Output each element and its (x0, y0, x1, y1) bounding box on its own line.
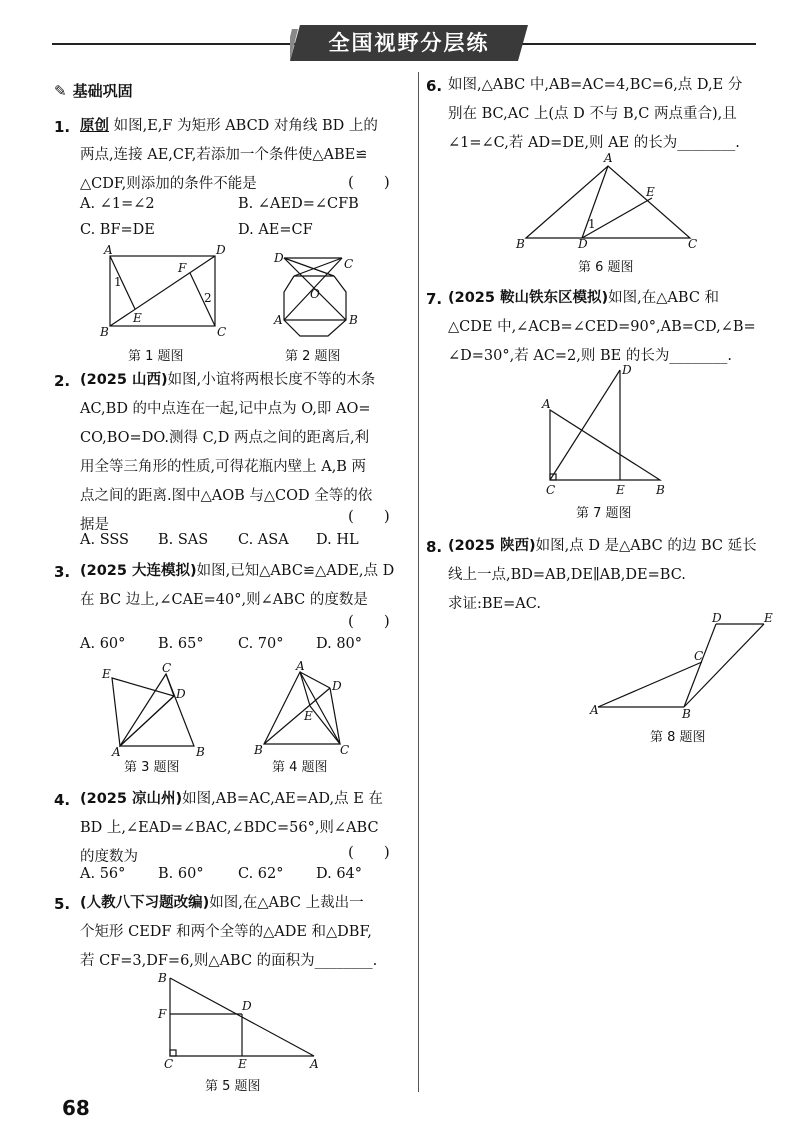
q4-number: 4. (54, 791, 71, 809)
q1-option-a: A. ∠1=∠2 (80, 196, 155, 212)
f3-label-d: D (176, 687, 186, 701)
f3-label-e: E (102, 667, 111, 681)
q6-figure-caption: 第 6 题图 (578, 260, 634, 275)
q7-text (448, 284, 756, 371)
f7-label-e: E (616, 483, 625, 497)
q1-option-c: C. BF=DE (80, 222, 155, 238)
q2-line-6: 据是 (80, 517, 109, 533)
section-title-text: 基础巩固 (72, 82, 133, 100)
f7-label-d: D (622, 363, 632, 377)
q8-line-3: 求证:BE=AC. (448, 596, 541, 612)
header-title: 全国视野分层练 (328, 31, 490, 55)
figure-2 (272, 248, 372, 344)
f1-label-a: A (104, 243, 113, 257)
f4-label-b: B (254, 743, 263, 757)
f2-label-a: A (274, 313, 283, 327)
f5-label-f: F (158, 1007, 167, 1021)
q4-answer-bracket: ( ) (348, 843, 390, 861)
q6-number: 6. (426, 77, 443, 95)
figure-6 (512, 152, 702, 252)
q7-figure-caption: 第 7 题图 (576, 506, 632, 521)
figure-7 (538, 362, 678, 498)
q3-line-1: 如图,已知△ABC≌△ADE,点 D (196, 563, 395, 579)
f5-label-c: C (164, 1057, 174, 1071)
q2-option-a: A. SSS (80, 532, 129, 548)
q5-text (80, 889, 377, 976)
f8-label-e: E (764, 611, 773, 625)
f8-label-b: B (682, 707, 691, 721)
q6-text (448, 71, 742, 158)
q4-option-d: D. 64° (316, 866, 363, 882)
f2-label-c: C (344, 257, 354, 271)
q1-line-2: 两点,连接 AE,CF,若添加一个条件使△ABE≌ (80, 147, 368, 163)
figure-1 (98, 244, 228, 344)
q7-line-2: △CDE 中,∠ACB=∠CED=90°,AB=CD,∠B= (448, 319, 756, 335)
figure-4 (252, 659, 362, 757)
q5-line-3: 若 CF=3,DF=6,则△ABC 的面积为________. (80, 953, 378, 969)
q2-answer-bracket: ( ) (348, 507, 390, 525)
q8-figure-caption: 第 8 题图 (650, 730, 706, 745)
figure-3 (100, 662, 210, 757)
q2-line-2: AC,BD 的中点连在一起,记中点为 O,即 AO= (80, 401, 371, 417)
f6-label-a: A (604, 151, 613, 165)
f4-label-e: E (304, 709, 313, 723)
q1-answer-bracket: ( ) (348, 173, 390, 191)
q7-source: (2025 鞍山铁东区模拟) (448, 290, 609, 306)
f1-label-f: F (178, 261, 187, 275)
q1-line-3: △CDF,则添加的条件不能是 (80, 176, 257, 192)
q1-number: 1. (54, 118, 71, 136)
q2-line-5: 点之间的距离.图中△AOB 与△COD 全等的依 (80, 488, 373, 504)
q7-line-1: 如图,在△ABC 和 (608, 290, 720, 306)
f3-label-b: B (196, 745, 205, 759)
q4-figure-caption: 第 4 题图 (272, 760, 328, 775)
q4-line-2: BD 上,∠EAD=∠BAC,∠BDC=56°,则∠ABC (80, 820, 379, 836)
f6-label-c: C (688, 237, 698, 251)
q3-source: (2025 大连模拟) (80, 563, 197, 579)
f1-label-1: 1 (114, 275, 122, 289)
q3-option-a: A. 60° (80, 636, 126, 652)
q2-line-3: CO,BO=DO.测得 C,D 两点之间的距离后,利 (80, 430, 370, 446)
f4-label-d: D (332, 679, 342, 693)
q3-figure-caption: 第 3 题图 (124, 760, 180, 775)
pencil-icon: ✎ (54, 81, 67, 100)
q3-option-b: B. 65° (158, 636, 204, 652)
f4-label-a: A (296, 659, 305, 673)
f2-label-b: B (349, 313, 358, 327)
q4-line-3: 的度数为 (80, 849, 138, 865)
q2-source: (2025 山西) (80, 372, 168, 388)
q1-badge: 原创 (80, 118, 109, 134)
q5-source: (人教八下习题改编) (80, 895, 210, 911)
q2-number: 2. (54, 372, 71, 390)
q5-figure-caption: 第 5 题图 (205, 1079, 261, 1094)
q5-number: 5. (54, 895, 71, 913)
f7-label-b: B (656, 483, 665, 497)
f8-label-d: D (712, 611, 722, 625)
f1-label-c: C (217, 325, 227, 339)
q3-answer-bracket: ( ) (348, 612, 390, 630)
f6-label-1: 1 (588, 217, 596, 231)
q3-option-c: C. 70° (238, 636, 284, 652)
section-title (54, 80, 133, 101)
q2-line-1: 如图,小谊将两根长度不等的木条 (167, 372, 376, 388)
q2-figure-caption: 第 2 题图 (285, 349, 341, 364)
page-number: 68 (62, 1096, 90, 1120)
f5-label-d: D (242, 999, 252, 1013)
f1-label-e: E (133, 311, 142, 325)
q8-line-2: 线上一点,BD=AB,DE∥AB,DE=BC. (448, 567, 686, 583)
f8-label-c: C (694, 649, 704, 663)
q7-number: 7. (426, 290, 443, 308)
q8-text (448, 532, 757, 619)
q1-text (80, 112, 378, 199)
q3-line-2: 在 BC 边上,∠CAE=40°,则∠ABC 的度数是 (80, 592, 368, 608)
f1-label-b: B (100, 325, 109, 339)
q1-line-1: 如图,E,F 为矩形 ABCD 对角线 BD 上的 (113, 118, 378, 134)
q8-line-1: 如图,点 D 是△ABC 的边 BC 延长 (535, 538, 757, 554)
q3-option-d: D. 80° (316, 636, 363, 652)
f2-label-o: O (310, 287, 320, 301)
q5-line-1: 如图,在△ABC 上裁出一 (209, 895, 364, 911)
q1-option-b: B. ∠AED=∠CFB (238, 196, 359, 212)
q8-source: (2025 陕西) (448, 538, 536, 554)
q4-source: (2025 凉山州) (80, 791, 183, 807)
f6-label-e: E (646, 185, 655, 199)
q7-line-3: ∠D=30°,若 AC=2,则 BE 的长为________. (448, 348, 732, 364)
f5-label-a: A (310, 1057, 319, 1071)
f1-label-d: D (216, 243, 226, 257)
figure-5 (154, 968, 329, 1073)
f3-label-c: C (162, 661, 172, 675)
f5-label-b: B (158, 971, 167, 985)
f6-label-b: B (516, 237, 525, 251)
q3-number: 3. (54, 563, 71, 581)
q1-option-d: D. AE=CF (238, 222, 313, 238)
q6-line-3: ∠1=∠C,若 AD=DE,则 AE 的长为________. (448, 135, 740, 151)
f7-label-c: C (546, 483, 556, 497)
column-divider (418, 72, 419, 1092)
q2-option-c: C. ASA (238, 532, 289, 548)
q4-option-b: B. 60° (158, 866, 204, 882)
q2-option-d: D. HL (316, 532, 359, 548)
q4-text (80, 785, 383, 872)
f6-label-d: D (578, 237, 588, 251)
q4-line-1: 如图,AB=AC,AE=AD,点 E 在 (182, 791, 383, 807)
q5-line-2: 个矩形 CEDF 和两个全等的△ADE 和△DBF, (80, 924, 372, 940)
q1-figure-caption: 第 1 题图 (128, 349, 184, 364)
q2-option-b: B. SAS (158, 532, 209, 548)
q8-number: 8. (426, 538, 443, 556)
q6-line-2: 别在 BC,AC 上(点 D 不与 B,C 两点重合),且 (448, 106, 737, 122)
f2-label-d: D (274, 251, 284, 265)
f7-label-a: A (542, 397, 551, 411)
f3-label-a: A (112, 745, 121, 759)
q4-option-c: C. 62° (238, 866, 284, 882)
figure-8 (588, 610, 778, 720)
f5-label-e: E (238, 1057, 247, 1071)
q6-line-1: 如图,△ABC 中,AB=AC=4,BC=6,点 D,E 分 (448, 77, 743, 93)
q3-text (80, 557, 394, 615)
f1-label-2: 2 (204, 291, 212, 305)
q4-option-a: A. 56° (80, 866, 126, 882)
q2-text (80, 366, 375, 540)
f8-label-a: A (590, 703, 599, 717)
f4-label-c: C (340, 743, 350, 757)
q2-line-4: 用全等三角形的性质,可得花瓶内壁上 A,B 两 (80, 459, 367, 475)
